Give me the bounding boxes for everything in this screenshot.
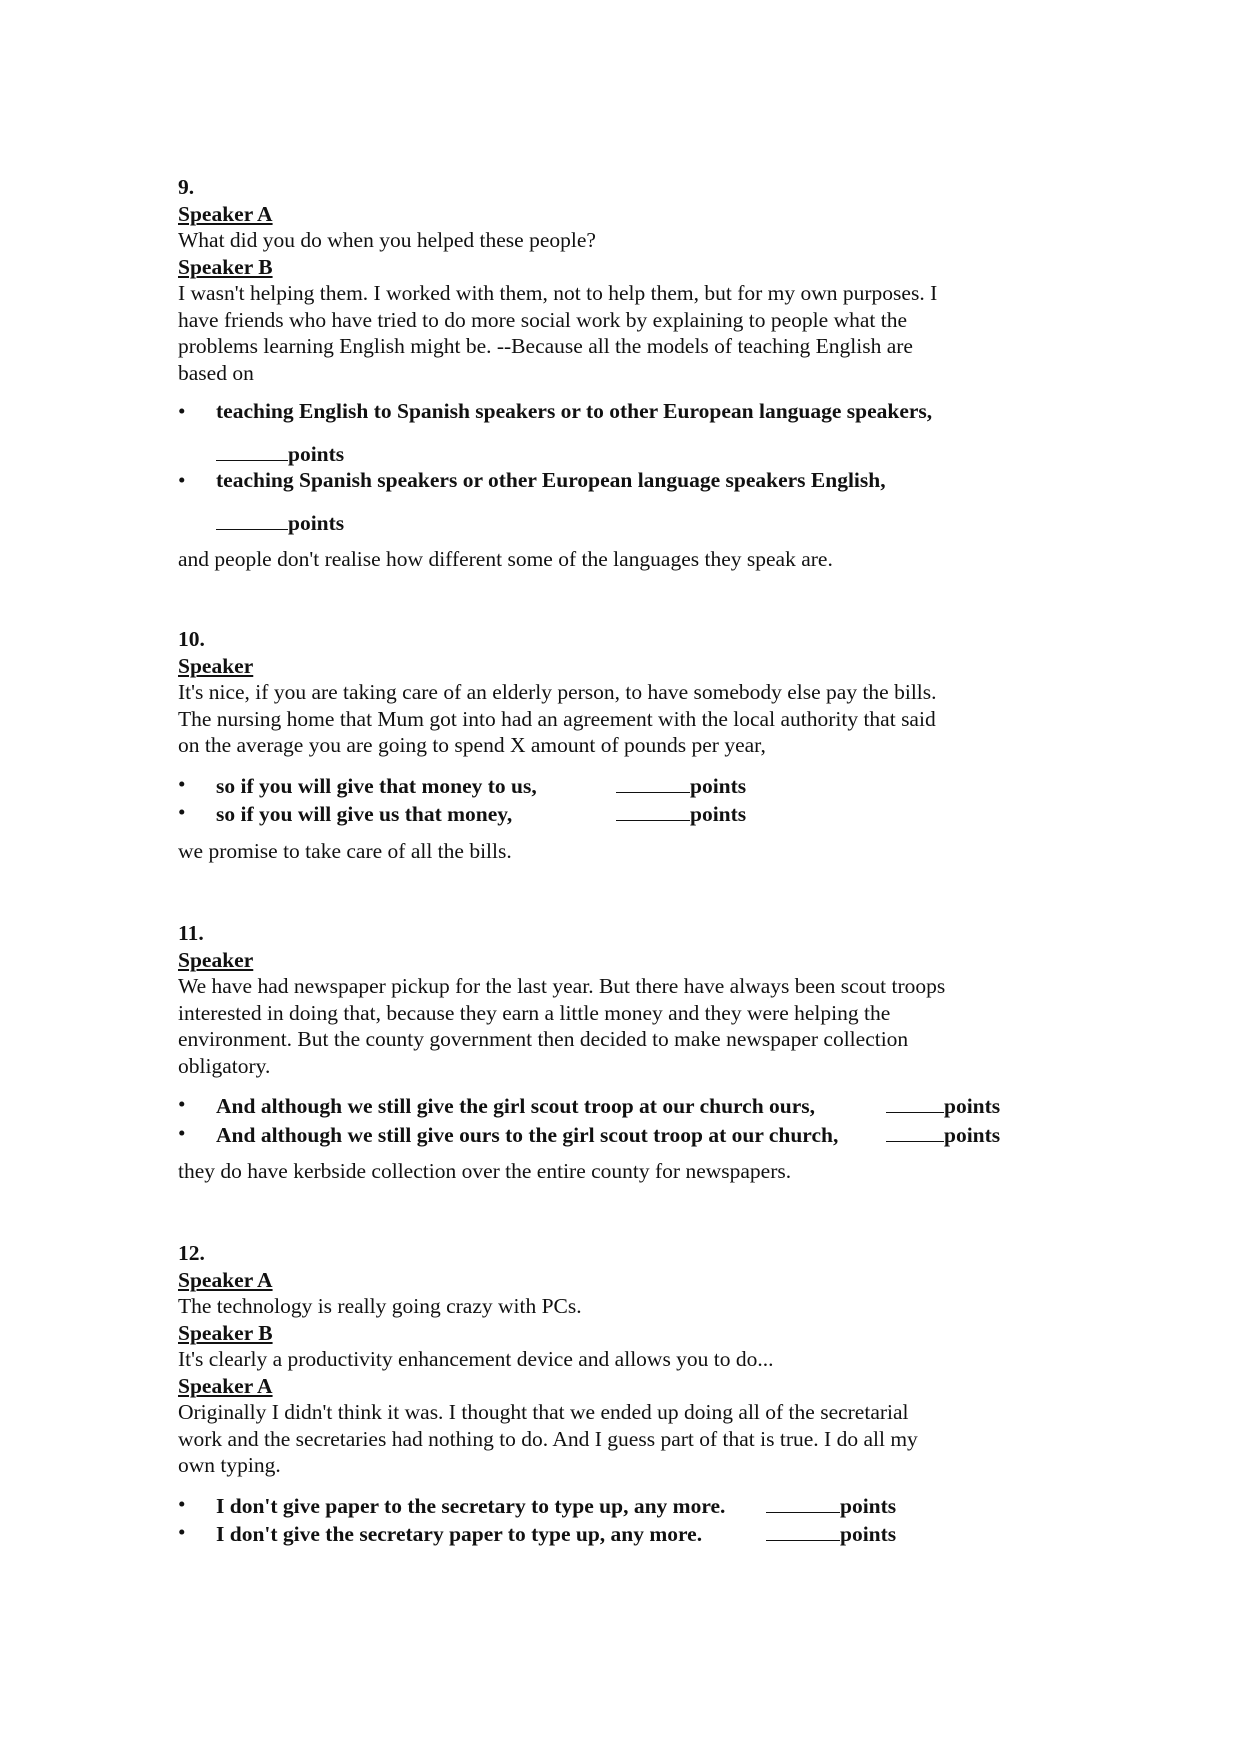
speaker-line: What did you do when you helped these people? [178, 228, 596, 252]
bullet-icon: • [178, 468, 186, 492]
option-item [178, 1091, 1028, 1120]
passage-line: problems learning English might be. --Because all the models of teaching English are [178, 334, 913, 358]
speaker-label: Speaker A [178, 1373, 273, 1398]
bullet-icon: • [178, 1120, 186, 1145]
bullet-icon: • [178, 1520, 186, 1544]
points-label: points [690, 802, 747, 826]
passage [178, 1399, 1028, 1479]
points-blank[interactable] [766, 1491, 840, 1513]
passage-line: It's nice, if you are taking care of an elderly person, to have somebody else pay the bills. [178, 680, 937, 704]
speaker-label: Speaker B [178, 254, 273, 279]
points-label: points [944, 1094, 1001, 1118]
question-10 [178, 626, 1028, 864]
option-text: And although we still give ours to the girl scout troop at our church, [216, 1122, 839, 1147]
passage-line: own typing. [178, 1453, 281, 1477]
option-text: so if you will give us that money, [216, 802, 513, 826]
option-list [178, 771, 1028, 828]
passage [178, 679, 1028, 759]
bullet-icon: • [178, 771, 186, 796]
option-item [178, 1120, 1028, 1149]
bullet-icon: • [178, 800, 186, 824]
passage-line: based on [178, 360, 254, 385]
passage-line: work and the secretaries had nothing to do. And I guess part of that is true. I do all my [178, 1426, 918, 1451]
points-label: points [690, 773, 747, 798]
question-number: 12. [178, 1241, 205, 1265]
points-blank[interactable] [616, 799, 690, 821]
passage [178, 280, 1028, 386]
option-list [178, 398, 1028, 536]
points-blank[interactable] [886, 1091, 944, 1113]
bullet-icon: • [178, 1092, 186, 1116]
question-9 [178, 174, 1028, 573]
option-text: I don't give the secretary paper to type up, any more. [216, 1522, 703, 1546]
points-label: points [288, 441, 345, 466]
points-blank[interactable] [766, 1519, 840, 1541]
option-text: teaching Spanish speakers or other European language speakers English, [216, 468, 886, 492]
speaker-line: It's clearly a productivity enhancement device and allows you to do... [178, 1347, 774, 1371]
option-text: I don't give paper to the secretary to type up, any more. [216, 1493, 726, 1518]
question-11 [178, 920, 1028, 1185]
points-label: points [944, 1122, 1001, 1147]
points-blank[interactable] [616, 771, 690, 793]
passage-line: Originally I didn't think it was. I thought that we ended up doing all of the secretarial [178, 1400, 909, 1424]
speaker-label: Speaker B [178, 1320, 273, 1345]
passage-line: environment. But the county government then decided to make newspaper collection [178, 1027, 909, 1051]
question-number: 11. [178, 921, 204, 945]
closing-line: and people don't realise how different some of the languages they speak are. [178, 547, 833, 571]
points-label: points [840, 1493, 897, 1518]
speaker-line: The technology is really going crazy with PCs. [178, 1294, 582, 1318]
option-list [178, 1091, 1028, 1148]
passage-line: on the average you are going to spend X amount of pounds per year, [178, 733, 766, 757]
passage-line: interested in doing that, because they earn a little money and they were helping the [178, 1000, 891, 1025]
points-blank[interactable] [886, 1120, 944, 1142]
question-number: 10. [178, 627, 205, 651]
question-12 [178, 1240, 1028, 1548]
passage-line: We have had newspaper pickup for the last year. But there have always been scout troops [178, 974, 946, 998]
question-number: 9. [178, 175, 195, 199]
closing-line: we promise to take care of all the bills. [178, 838, 512, 863]
passage-line: have friends who have tried to do more social work by explaining to people what the [178, 307, 908, 332]
passage-line: I wasn't helping them. I worked with them, not to help them, but for my own purposes. I [178, 281, 938, 305]
speaker-label: Speaker [178, 653, 254, 678]
option-item [178, 1491, 1028, 1520]
option-text: And although we still give the girl scout troop at our church ours, [216, 1094, 816, 1118]
passage [178, 973, 1028, 1079]
option-item [178, 771, 1028, 800]
speaker-label: Speaker [178, 947, 254, 972]
closing-line: they do have kerbside collection over the entire county for newspapers. [178, 1159, 792, 1183]
bullet-icon: • [178, 1491, 186, 1516]
passage-line: obligatory. [178, 1053, 271, 1078]
option-item [178, 799, 1028, 828]
points-label: points [288, 510, 345, 535]
option-text: so if you will give that money to us, [216, 773, 537, 798]
option-item [178, 1519, 1028, 1548]
speaker-label: Speaker A [178, 201, 273, 226]
option-item [178, 467, 1028, 536]
points-blank[interactable] [216, 439, 288, 461]
speaker-label: Speaker A [178, 1267, 273, 1292]
bullet-icon: • [178, 399, 186, 423]
option-text: teaching English to Spanish speakers or to other European language speakers, [216, 399, 933, 423]
points-blank[interactable] [216, 508, 288, 530]
option-list [178, 1491, 1028, 1548]
passage-line: The nursing home that Mum got into had an agreement with the local authority that said [178, 706, 936, 731]
option-item [178, 398, 1028, 467]
points-label: points [840, 1522, 897, 1546]
